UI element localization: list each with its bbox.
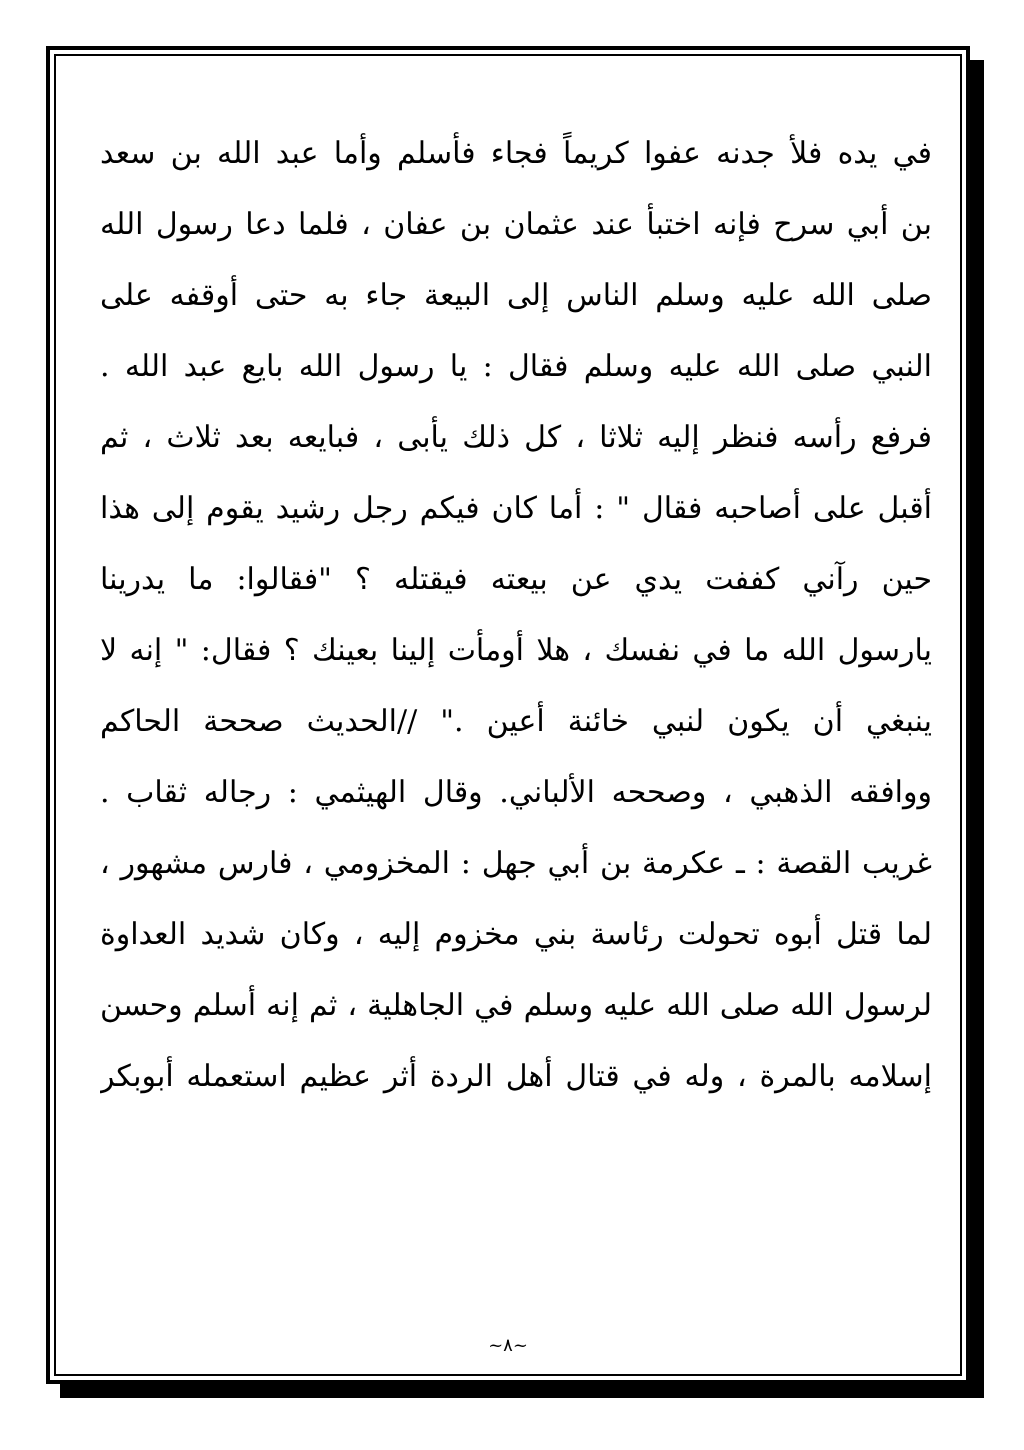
text-line: لرسول الله صلى الله عليه وسلم في الجاهلية ، ثم إنه أسلم وحسن <box>100 988 932 1023</box>
text-line: في يده فلأ جدنه عفوا كريماً فجاء فأسلم وأما عبد الله بن سعد <box>100 136 932 171</box>
text-line: فرفع رأسه فنظر إليه ثلاثا ، كل ذلك يأبى ، فبايعه بعد ثلاث ، ثم <box>100 420 932 455</box>
text-line: صلى الله عليه وسلم الناس إلى البيعة جاء به حتى أوقفه على <box>100 278 932 313</box>
text-line: غريب القصة : ـ عكرمة بن أبي جهل : المخزومي ، فارس مشهور ، <box>100 846 932 881</box>
page-frame <box>46 46 970 1384</box>
text-line: بن أبي سرح فإنه اختبأ عند عثمان بن عفان ، فلما دعا رسول الله <box>100 207 932 242</box>
text-line: ينبغي أن يكون لنبي خائنة أعين ." //الحديث صححة الحاكم <box>100 704 932 739</box>
page-number: ~٨~ <box>488 1335 528 1356</box>
text-line: أقبل على أصاحبه فقال " : أما كان فيكم رجل رشيد يقوم إلى هذا <box>100 491 932 526</box>
page-frame-inner <box>54 54 962 1376</box>
body-text <box>100 118 932 1112</box>
text-line: لما قتل أبوه تحولت رئاسة بني مخزوم إليه ، وكان شديد العداوة <box>100 917 932 952</box>
text-line: يارسول الله ما في نفسك ، هلا أومأت إلينا بعينك ؟ فقال: " إنه لا <box>100 633 932 668</box>
text-line: إسلامه بالمرة ، وله في قتال أهل الردة أثر عظيم استعمله أبوبكر <box>100 1059 932 1094</box>
text-line: حين رآني كففت يدي عن بيعته فيقتله ؟ "فقالوا: ما يدرينا <box>100 562 932 597</box>
text-line: النبي صلى الله عليه وسلم فقال : يا رسول الله بايع عبد الله . <box>100 349 932 384</box>
text-line: ووافقه الذهبي ، وصححه الألباني. وقال الهيثمي : رجاله ثقاب . <box>100 775 932 810</box>
